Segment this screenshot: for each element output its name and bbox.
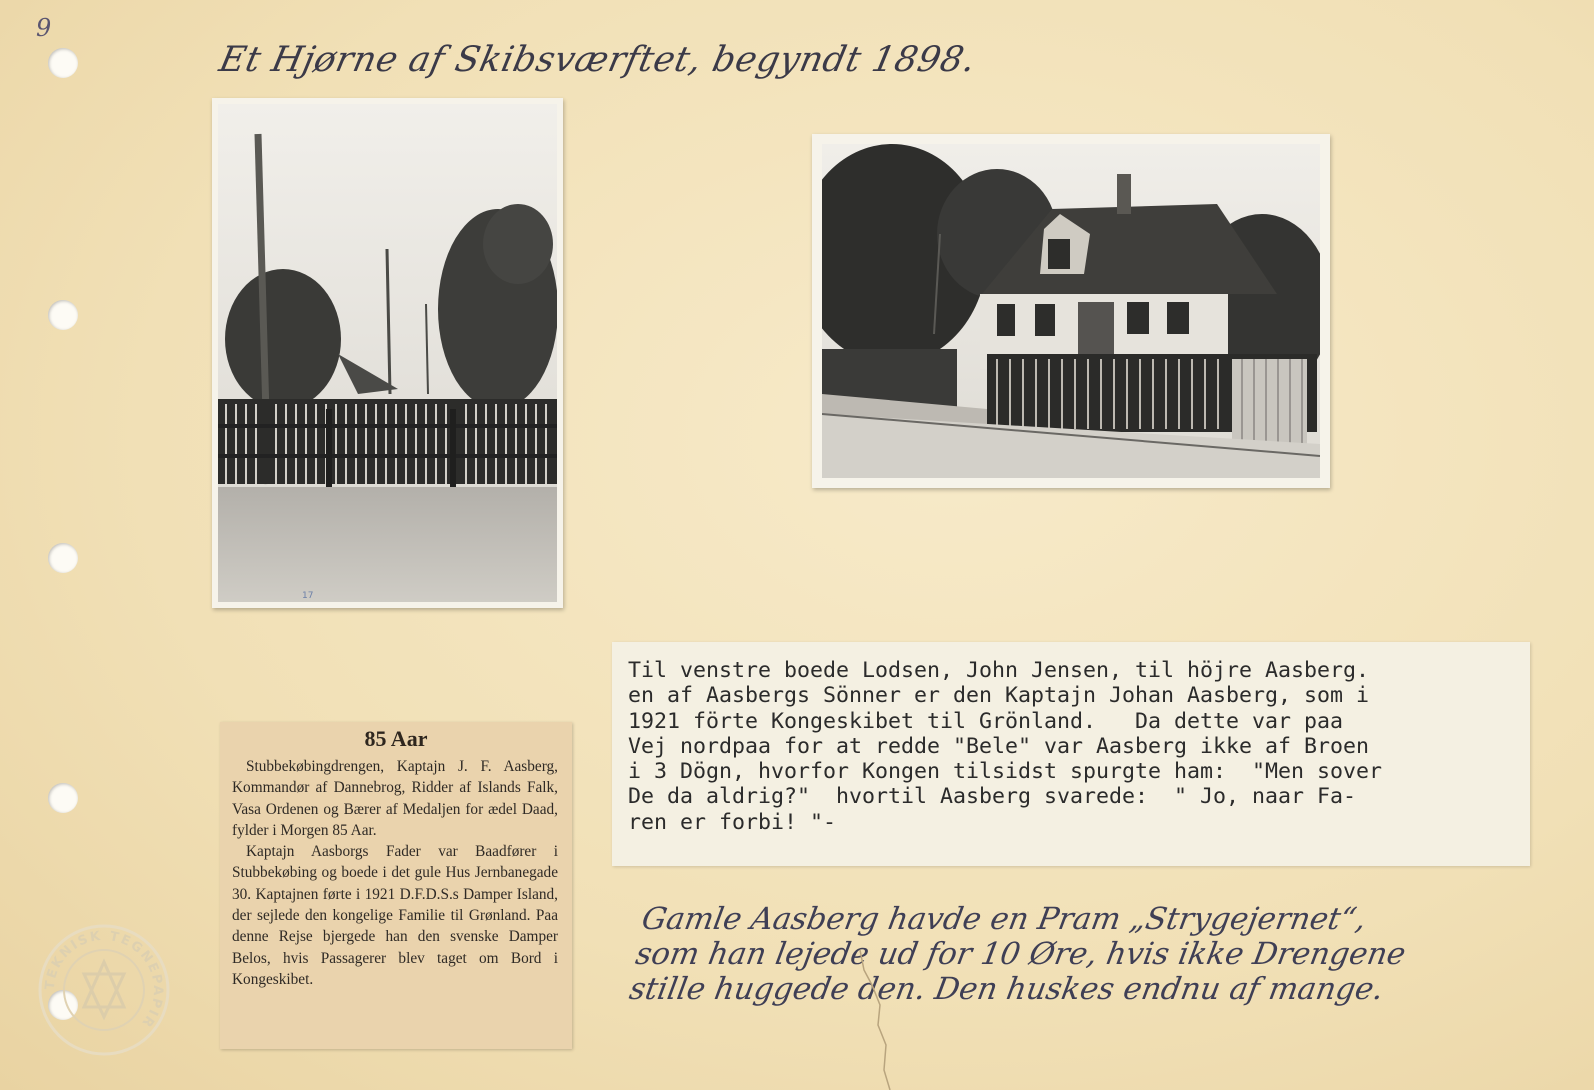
handwritten-line: Gamle Aasberg havde en Pram „Strygejernet“, bbox=[639, 902, 1369, 937]
clipping-paragraph: Kaptajn Aasborgs Fader var Baadfører i Stubbekøbing og boede i det gule Hus Jernbanegade 30. Kaptajnen førte i 1921 D.F.D.S.s Damper Island, der sejlede den kongelige Familie til Grønland. Paa denne Rejse bjergede han den svenske Damper Belos, hvis Passagerer blev taget om Bord i Kongeskibet. bbox=[232, 843, 558, 988]
clipping-body bbox=[232, 756, 558, 990]
punch-hole bbox=[48, 543, 78, 573]
typed-line: Vej nordpaa for at redde "Bele" var Aasberg ikke af Broen bbox=[628, 733, 1370, 759]
punch-hole bbox=[48, 783, 78, 813]
typed-line: i 3 Dögn, hvorfor Kongen tilsidst spurgte ham: "Men sover bbox=[628, 759, 1383, 785]
punch-hole bbox=[48, 300, 78, 330]
photo-left-mark: 17 bbox=[302, 591, 314, 601]
typed-line: en af Aasbergs Sönner er den Kaptajn Johan Aasberg, som i bbox=[628, 683, 1370, 709]
clipping-title: 85 Aar bbox=[364, 726, 428, 751]
handwritten-line: stille huggede den. Den huskes endnu af mange. bbox=[626, 972, 1387, 1007]
embossed-stamp bbox=[36, 922, 172, 1058]
photo-right bbox=[812, 134, 1330, 488]
typewritten-note bbox=[612, 642, 1530, 866]
typed-line: 1921 förte Kongeskibet til Grönland. Da dette var paa bbox=[628, 708, 1344, 734]
page-heading: Et Hjørne af Skibsværftet, begyndt 1898. bbox=[215, 40, 980, 80]
typed-line: Til venstre boede Lodsen, John Jensen, til höjre Aasberg. bbox=[628, 658, 1370, 683]
photo-left-image bbox=[218, 104, 557, 602]
photo-left bbox=[212, 98, 563, 608]
typewritten-text bbox=[628, 658, 1528, 835]
page-number: 9 bbox=[36, 14, 52, 42]
typed-line: ren er forbi! "- bbox=[628, 809, 837, 835]
newspaper-clipping bbox=[220, 722, 572, 1049]
photo-right-image bbox=[822, 144, 1320, 478]
clipping-paragraph: Stubbekøbingdrengen, Kaptajn J. F. Aasberg, Kommandør af Dannebrog, Ridder af Islands Falk, Vasa Ordenen og Bærer af Medaljen for ædel Daad, fylder i Morgen 85 Aar. bbox=[232, 758, 558, 839]
typed-line: De da aldrig?" hvortil Aasberg svarede: " Jo, naar Fa- bbox=[628, 784, 1357, 810]
handwritten-note bbox=[627, 902, 1586, 1007]
punch-hole bbox=[48, 48, 78, 78]
paper-crack bbox=[850, 950, 910, 1090]
stamp-text: TEKNISK TEGNEPAPIR bbox=[42, 928, 166, 1032]
handwritten-line: som han lejede ud for 10 Øre, hvis ikke Drengene bbox=[632, 937, 1409, 972]
